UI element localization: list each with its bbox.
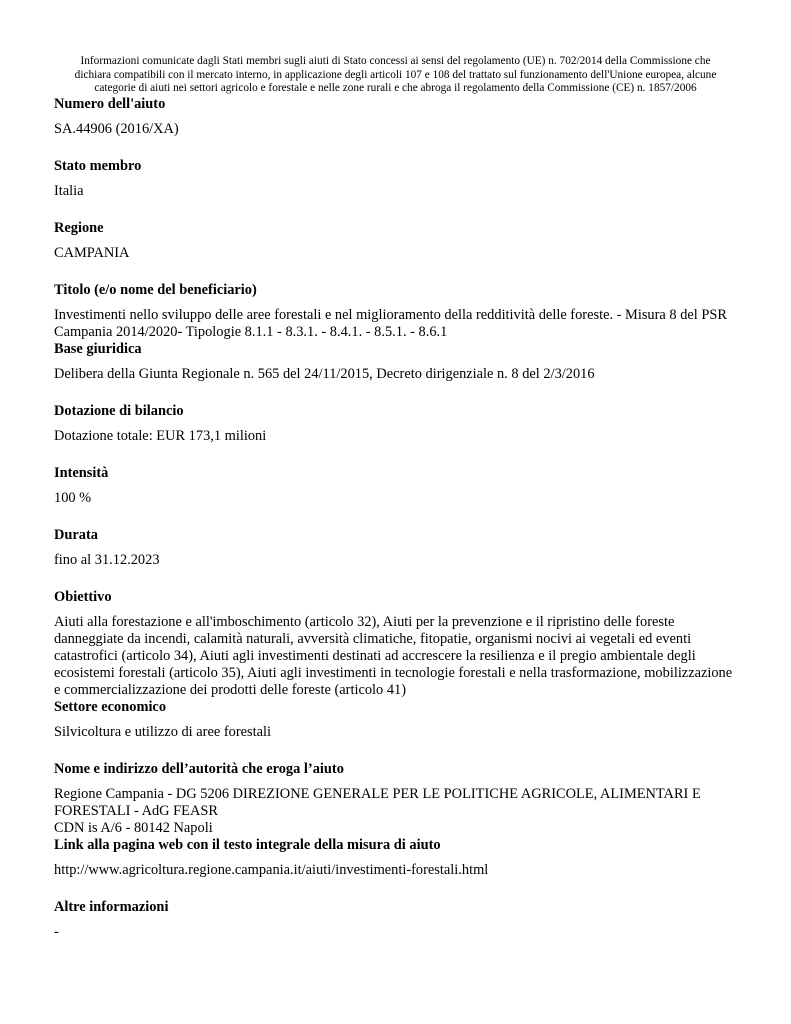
value-line: catastrofici (articolo 34), Aiuti agli investimenti destinati ad accrescere la resilienza e il pregio ambientale degli xyxy=(54,648,696,664)
section-value xyxy=(54,786,744,837)
section-label: Settore economico xyxy=(54,699,167,715)
section-intensita xyxy=(54,465,744,507)
section-value: - xyxy=(54,924,59,940)
section-value: CAMPANIA xyxy=(54,245,130,261)
section-link xyxy=(54,837,744,879)
section-titolo xyxy=(54,282,744,341)
section-label: Dotazione di bilancio xyxy=(54,403,184,419)
section-value: 100 % xyxy=(54,490,92,506)
measure-link: http://www.agricoltura.regione.campania.it/aiuti/investimenti-forestali.html xyxy=(54,862,489,878)
section-value xyxy=(54,307,744,341)
section-numero-aiuto xyxy=(54,96,744,138)
section-label: Obiettivo xyxy=(54,589,112,605)
section-label: Altre informazioni xyxy=(54,899,169,915)
value-line: FORESTALI - AdG FEASR xyxy=(54,803,218,819)
header-line: categorie di aiuti nei settori agricolo e forestale e nelle zone rurali e che abroga il regolamento della Commissione (CE) n. 1857/2006 xyxy=(94,82,697,94)
section-label: Durata xyxy=(54,527,98,543)
document-header xyxy=(54,55,737,96)
value-line: danneggiate da incendi, calamità naturali, avversità climatiche, fitopatie, organismi nocivi ai vegetali ed eventi xyxy=(54,631,692,647)
section-value: fino al 31.12.2023 xyxy=(54,552,160,568)
section-value: Delibera della Giunta Regionale n. 565 del 24/11/2015, Decreto dirigenziale n. 8 del 2/3/2016 xyxy=(54,366,595,382)
value-line: Aiuti alla forestazione e all'imboschimento (articolo 32), Aiuti per la prevenzione e il ripristino delle foreste xyxy=(54,614,675,630)
section-label: Regione xyxy=(54,220,104,236)
section-value: Silvicoltura e utilizzo di aree forestali xyxy=(54,724,271,740)
section-label: Link alla pagina web con il testo integrale della misura di aiuto xyxy=(54,837,441,853)
header-line: Informazioni comunicate dagli Stati membri sugli aiuti di Stato concessi ai sensi del regolamento (UE) n. 702/2014 della Commissione che xyxy=(80,55,711,67)
section-value: SA.44906 (2016/XA) xyxy=(54,121,179,137)
section-value xyxy=(54,614,744,699)
value-line: Regione Campania - DG 5206 DIREZIONE GENERALE PER LE POLITICHE AGRICOLE, ALIMENTARI E xyxy=(54,786,701,802)
section-autorita xyxy=(54,761,744,837)
section-regione xyxy=(54,220,744,262)
document-content xyxy=(54,96,744,961)
section-dotazione xyxy=(54,403,744,445)
section-durata xyxy=(54,527,744,569)
section-label: Stato membro xyxy=(54,158,142,174)
section-stato-membro xyxy=(54,158,744,200)
section-value: Italia xyxy=(54,183,84,199)
section-base-giuridica xyxy=(54,341,744,383)
section-label: Titolo (e/o nome del beneficiario) xyxy=(54,282,257,298)
section-label: Numero dell'aiuto xyxy=(54,96,166,112)
value-line: CDN is A/6 - 80142 Napoli xyxy=(54,820,213,836)
value-line: Campania 2014/2020- Tipologie 8.1.1 - 8.3.1. - 8.4.1. - 8.5.1. - 8.6.1 xyxy=(54,324,448,340)
header-line: dichiara compatibili con il mercato interno, in applicazione degli articoli 107 e 108 del trattato sul funzionamento dell'Unione europea, alcune xyxy=(74,68,717,81)
value-line: ecosistemi forestali (articolo 35), Aiuti agli investimenti in tecnologie forestali e nella trasformazione, mobilizzazione xyxy=(54,665,733,681)
section-label: Base giuridica xyxy=(54,341,142,357)
section-label: Intensità xyxy=(54,465,109,481)
section-altre-informazioni xyxy=(54,899,744,941)
value-line: Investimenti nello sviluppo delle aree forestali e nel miglioramento della redditività delle foreste. - Misura 8 del PSR xyxy=(54,307,727,323)
section-settore xyxy=(54,699,744,741)
section-obiettivo xyxy=(54,589,744,699)
value-line: e commercializzazione dei prodotti delle foreste (articolo 41) xyxy=(54,682,407,698)
section-label: Nome e indirizzo dell’autorità che eroga l’aiuto xyxy=(54,761,344,777)
section-value: Dotazione totale: EUR 173,1 milioni xyxy=(54,428,267,444)
